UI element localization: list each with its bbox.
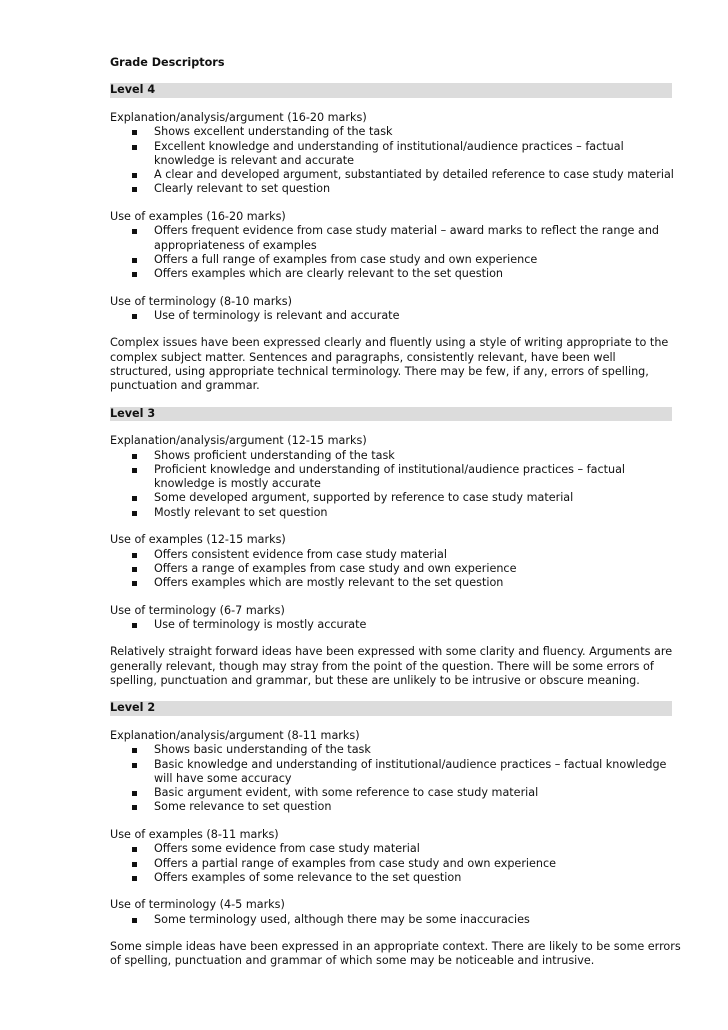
bullet-item <box>110 506 672 520</box>
level-heading: Level 2 <box>110 701 672 715</box>
square-bullet-icon <box>132 567 137 572</box>
section-heading: Use of terminology (8-10 marks) <box>110 294 292 308</box>
summary-line: of spelling, punctuation and grammar of which some may be noticeable and intrusive. <box>110 954 595 968</box>
summary-line: Complex issues have been expressed clearly and fluently using a style of writing appropriate to the <box>110 336 669 350</box>
spacer <box>110 885 672 898</box>
summary-line: structured, using appropriate technical terminology. There may be few, if any, errors of spelling, <box>110 364 649 378</box>
spacer <box>110 197 672 210</box>
bullet-text-line: Shows excellent understanding of the task <box>154 125 393 139</box>
bullet-list <box>110 449 672 520</box>
summary-line: complex subject matter. Sentences and paragraphs, consistently relevant, have been well <box>110 350 616 364</box>
bullet-item <box>110 140 672 169</box>
bullet-list <box>110 125 672 196</box>
square-bullet-icon <box>132 553 137 558</box>
level-block <box>110 701 681 968</box>
level-heading: Level 4 <box>110 83 672 97</box>
square-bullet-icon <box>132 805 137 810</box>
square-bullet-icon <box>132 581 137 586</box>
bullet-item <box>110 224 672 253</box>
spacer <box>110 688 672 701</box>
bullet-item <box>110 618 672 632</box>
section-heading: Use of terminology (4-5 marks) <box>110 898 285 912</box>
summary-line: Relatively straight forward ideas have been expressed with some clarity and fluency. Arguments are <box>110 645 673 659</box>
square-bullet-icon <box>132 496 137 501</box>
bullet-item <box>110 576 672 590</box>
section-heading: Explanation/analysis/argument (12-15 marks) <box>110 434 367 448</box>
bullet-text-line: Offers a full range of examples from case study and own experience <box>154 252 538 266</box>
bullet-text-line: Shows basic understanding of the task <box>154 743 371 757</box>
square-bullet-icon <box>132 748 137 753</box>
section-heading: Use of terminology (6-7 marks) <box>110 603 285 617</box>
bullet-list <box>110 548 672 591</box>
square-bullet-icon <box>132 511 137 516</box>
bullet-text-line: Offers examples of some relevance to the set question <box>154 870 462 884</box>
square-bullet-icon <box>132 173 137 178</box>
bullet-text-line: Offers some evidence from case study material <box>154 842 420 856</box>
bullet-text-line: Shows proficient understanding of the task <box>154 448 395 462</box>
square-bullet-icon <box>132 623 137 628</box>
document-title: Grade Descriptors <box>110 56 225 69</box>
spacer <box>110 421 672 434</box>
bullet-text-line: Offers examples which are mostly relevant to the set question <box>154 576 504 590</box>
bullet-list <box>110 743 672 814</box>
bullet-text-line: Use of terminology is relevant and accurate <box>154 308 400 322</box>
bullet-list <box>110 913 672 927</box>
bullet-item <box>110 800 672 814</box>
square-bullet-icon <box>132 229 137 234</box>
spacer <box>110 281 672 294</box>
bullet-item <box>110 309 672 323</box>
bullet-item <box>110 743 672 757</box>
bullet-text-line: Offers a partial range of examples from case study and own experience <box>154 856 557 870</box>
summary-line: spelling, punctuation and grammar, but these are unlikely to be intrusive or obscure meaning. <box>110 673 640 687</box>
section-heading: Explanation/analysis/argument (16-20 marks) <box>110 110 367 124</box>
section-heading: Use of examples (8-11 marks) <box>110 827 279 841</box>
square-bullet-icon <box>132 862 137 867</box>
section-heading: Use of examples (12-15 marks) <box>110 533 286 547</box>
bullet-item <box>110 857 672 871</box>
bullet-text-line: will have some accuracy <box>154 771 292 785</box>
bullet-item <box>110 253 672 267</box>
bullet-item <box>110 463 672 492</box>
bullet-item <box>110 758 672 787</box>
spacer <box>110 590 672 603</box>
bullet-text-line: Clearly relevant to set question <box>154 182 331 196</box>
bullet-text-line: Proficient knowledge and understanding of institutional/audience practices – factual <box>154 462 626 476</box>
bullet-text-line: Offers examples which are clearly relevant to the set question <box>154 267 504 281</box>
document-page <box>110 56 681 969</box>
bullet-item <box>110 182 672 196</box>
square-bullet-icon <box>132 130 137 135</box>
square-bullet-icon <box>132 876 137 881</box>
summary-line: punctuation and grammar. <box>110 379 260 393</box>
spacer <box>110 815 672 828</box>
square-bullet-icon <box>132 272 137 277</box>
levels-container <box>110 83 681 968</box>
bullet-item <box>110 871 672 885</box>
bullet-text-line: Offers frequent evidence from case study material – award marks to reflect the range and <box>154 224 660 238</box>
bullet-text-line: knowledge is mostly accurate <box>154 477 321 491</box>
bullet-text-line: Offers consistent evidence from case study material <box>154 547 447 561</box>
bullet-item <box>110 168 672 182</box>
summary-line: Some simple ideas have been expressed in an appropriate context. There are likely to be some errors <box>110 940 681 954</box>
bullet-text-line: appropriateness of examples <box>154 238 317 252</box>
bullet-text-line: Some developed argument, supported by reference to case study material <box>154 491 574 505</box>
bullet-text-line: Mostly relevant to set question <box>154 505 328 519</box>
spacer <box>110 927 672 940</box>
bullet-text-line: A clear and developed argument, substantiated by detailed reference to case study material <box>154 168 674 182</box>
square-bullet-icon <box>132 468 137 473</box>
bullet-text-line: Basic knowledge and understanding of institutional/audience practices – factual knowledge <box>154 757 667 771</box>
bullet-text-line: Some relevance to set question <box>154 800 332 814</box>
bullet-item <box>110 562 672 576</box>
bullet-item <box>110 267 672 281</box>
spacer <box>110 98 672 111</box>
bullet-item <box>110 449 672 463</box>
bullet-item <box>110 548 672 562</box>
bullet-text-line: Excellent knowledge and understanding of institutional/audience practices – factual <box>154 139 624 153</box>
bullet-item <box>110 491 672 505</box>
bullet-list <box>110 618 672 632</box>
level-summary <box>110 336 672 393</box>
square-bullet-icon <box>132 314 137 319</box>
spacer <box>110 394 672 407</box>
square-bullet-icon <box>132 145 137 150</box>
square-bullet-icon <box>132 791 137 796</box>
bullet-item <box>110 125 672 139</box>
spacer <box>110 70 672 83</box>
level-block <box>110 407 672 702</box>
bullet-list <box>110 309 672 323</box>
bullet-text-line: Use of terminology is mostly accurate <box>154 617 367 631</box>
spacer <box>110 716 672 729</box>
bullet-item <box>110 786 672 800</box>
section-heading: Explanation/analysis/argument (8-11 marks) <box>110 728 360 742</box>
summary-line: generally relevant, though may stray from the point of the question. There will be some errors of <box>110 659 654 673</box>
square-bullet-icon <box>132 258 137 263</box>
bullet-text-line: Some terminology used, although there may be some inaccuracies <box>154 912 530 926</box>
level-heading: Level 3 <box>110 407 672 421</box>
bullet-text-line: Offers a range of examples from case study and own experience <box>154 561 517 575</box>
spacer <box>110 632 672 645</box>
section-heading: Use of examples (16-20 marks) <box>110 209 286 223</box>
square-bullet-icon <box>132 918 137 923</box>
bullet-text-line: Basic argument evident, with some reference to case study material <box>154 786 539 800</box>
bullet-item <box>110 842 672 856</box>
level-block <box>110 83 672 406</box>
spacer <box>110 323 672 336</box>
bullet-list <box>110 842 672 885</box>
bullet-list <box>110 224 672 281</box>
level-summary <box>110 645 672 688</box>
bullet-item <box>110 913 672 927</box>
level-summary <box>110 940 681 969</box>
square-bullet-icon <box>132 187 137 192</box>
square-bullet-icon <box>132 847 137 852</box>
square-bullet-icon <box>132 454 137 459</box>
bullet-text-line: knowledge is relevant and accurate <box>154 153 355 167</box>
square-bullet-icon <box>132 763 137 768</box>
spacer <box>110 520 672 533</box>
